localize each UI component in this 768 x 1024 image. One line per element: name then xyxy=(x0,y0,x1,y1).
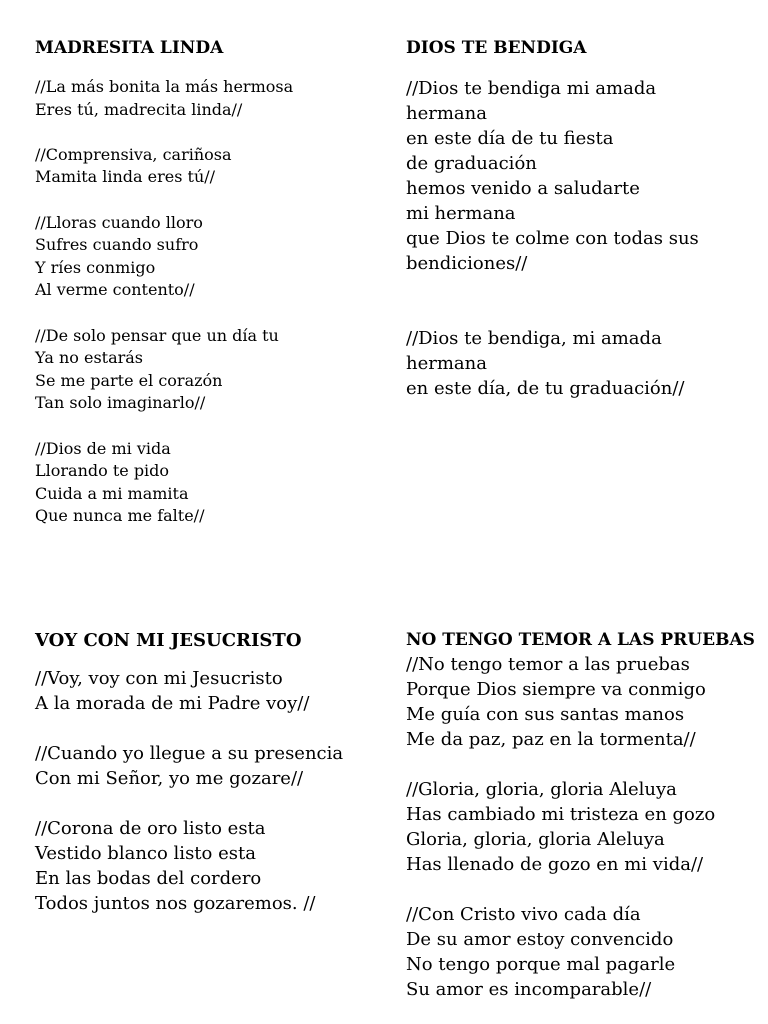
lyric-line: Gloria, gloria, gloria Aleluya xyxy=(406,829,665,850)
lyric-line: que Dios te colme con todas sus xyxy=(406,228,699,249)
lyric-line: Llorando te pido xyxy=(35,461,170,481)
lyric-line: //Corona de oro listo esta xyxy=(35,818,266,839)
stanza xyxy=(35,741,343,791)
stanza xyxy=(406,326,699,401)
stanza xyxy=(35,666,343,716)
stanza xyxy=(406,902,755,1002)
lyric-line: Al verme contento// xyxy=(35,280,195,300)
stanza xyxy=(406,76,699,276)
stanza xyxy=(406,777,755,877)
lyric-line: //Lloras cuando lloro xyxy=(35,212,203,232)
stanza xyxy=(35,325,293,415)
stanza xyxy=(35,816,343,916)
song-title: MADRESITA LINDA xyxy=(35,38,224,58)
lyric-line: Me da paz, paz en la tormenta// xyxy=(406,729,696,750)
song-dios-te-bendiga xyxy=(406,36,699,401)
lyric-line: Has cambiado mi tristeza en gozo xyxy=(406,804,716,825)
lyric-line: bendiciones// xyxy=(406,253,528,274)
lyric-line: Con mi Señor, yo me gozare// xyxy=(35,768,304,789)
song-voy-con-mi-jesucristo xyxy=(35,628,343,916)
lyric-line: Cuida a mi mamita xyxy=(35,483,189,503)
lyric-line: //Voy, voy con mi Jesucristo xyxy=(35,668,283,689)
song-title: NO TENGO TEMOR A LAS PRUEBAS xyxy=(406,630,755,650)
lyric-line: //Gloria, gloria, gloria Aleluya xyxy=(406,779,677,800)
lyric-line: Su amor es incomparable// xyxy=(406,979,652,1000)
stanza xyxy=(406,652,755,752)
lyric-line: hermana xyxy=(406,353,487,374)
song-no-tengo-temor xyxy=(406,628,755,1002)
lyric-line: //La más bonita la más hermosa xyxy=(35,77,294,96)
lyric-line: Se me parte el corazón xyxy=(35,370,223,390)
lyric-line: //No tengo temor a las pruebas xyxy=(406,654,690,675)
lyric-line: Sufres cuando sufro xyxy=(35,235,199,255)
lyric-line: hemos venido a saludarte xyxy=(406,178,640,199)
lyric-line: En las bodas del cordero xyxy=(35,868,262,889)
lyric-line: No tengo porque mal pagarle xyxy=(406,954,676,975)
song-title: VOY CON MI JESUCRISTO xyxy=(35,630,302,651)
stanza xyxy=(35,144,293,189)
stanza xyxy=(35,438,293,528)
stanza xyxy=(35,76,293,121)
lyric-line: //De solo pensar que un día tu xyxy=(35,325,279,345)
song-title: DIOS TE BENDIGA xyxy=(406,38,587,58)
lyric-line: A la morada de mi Padre voy// xyxy=(35,693,310,714)
lyric-line: hermana xyxy=(406,103,487,124)
lyric-line: //Dios de mi vida xyxy=(35,438,171,458)
lyric-line: Eres tú, madrecita linda// xyxy=(35,99,243,119)
lyric-line: en este día de tu fiesta xyxy=(406,128,614,149)
lyric-line: //Cuando yo llegue a su presencia xyxy=(35,743,344,764)
lyric-line: Todos juntos nos gozaremos. // xyxy=(35,893,316,914)
lyric-line: Me guía con sus santas manos xyxy=(406,704,685,725)
lyric-line: Ya no estarás xyxy=(35,348,144,368)
lyric-line: de graduación xyxy=(406,153,537,174)
lyric-line: De su amor estoy convencido xyxy=(406,929,674,950)
lyric-line: Vestido blanco listo esta xyxy=(35,843,256,864)
song-madresita-linda xyxy=(35,36,293,528)
stanza xyxy=(35,212,293,302)
lyric-line: //Comprensiva, cariñosa xyxy=(35,144,232,164)
lyric-line: Mamita linda eres tú// xyxy=(35,167,216,187)
lyric-line: Que nunca me falte// xyxy=(35,506,205,526)
lyric-line: //Dios te bendiga, mi amada xyxy=(406,328,662,349)
lyric-line: //Dios te bendiga mi amada xyxy=(406,78,657,99)
lyric-line: Porque Dios siempre va conmigo xyxy=(406,679,706,700)
lyric-line: Has llenado de gozo en mi vida// xyxy=(406,854,704,875)
lyric-line: //Con Cristo vivo cada día xyxy=(406,904,641,925)
lyric-line: Tan solo imaginarlo// xyxy=(35,393,206,413)
lyric-line: en este día, de tu graduación// xyxy=(406,378,685,399)
lyric-line: mi hermana xyxy=(406,203,516,224)
lyric-line: Y ríes conmigo xyxy=(35,257,156,277)
